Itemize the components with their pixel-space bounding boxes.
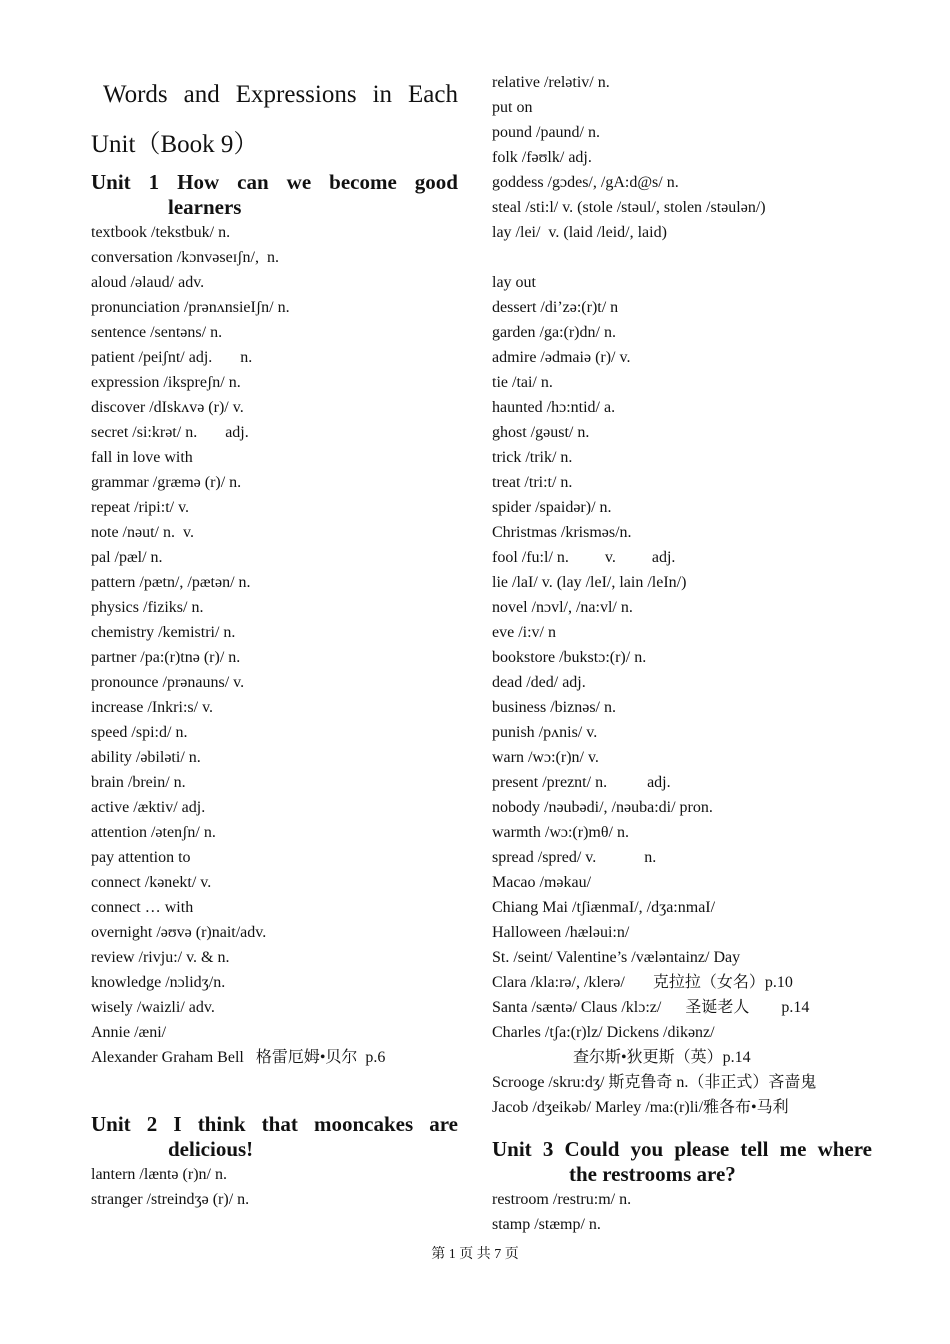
word-entry: haunted /hɔ:ntid/ a. <box>492 399 616 416</box>
word-entry: novel /nɔvl/, /na:vl/ n. <box>492 599 633 616</box>
word-entry: Macao /məkau/ <box>492 874 592 891</box>
word-entry: partner /pa:(r)tnə (r)/ n. <box>91 649 241 666</box>
word-entry: review /rivju:/ v. & n. <box>91 949 230 966</box>
word-entry: connect … with <box>91 899 194 916</box>
word-entry: pound /paund/ n. <box>492 124 600 141</box>
word-entry: relative /relətiv/ n. <box>492 74 610 91</box>
word-entry: put on <box>492 99 533 116</box>
word-entry: ability /əbiləti/ n. <box>91 749 201 766</box>
word-entry: sentence /sentəns/ n. <box>91 324 223 341</box>
word-entry: spider /spaidər)/ n. <box>492 499 612 516</box>
document-title-line1: Words and Expressions in Each <box>103 81 458 108</box>
word-entry: Chiang Mai /tʃiænmaI/, /dʒa:nmaI/ <box>492 899 716 916</box>
word-entry: Scrooge /skru:dʒ/ 斯克鲁奇 n.（非正式）吝啬鬼 <box>492 1074 817 1091</box>
word-entry: ghost /gəust/ n. <box>492 424 590 441</box>
word-entry: warn /wɔ:(r)n/ v. <box>492 749 599 766</box>
unit1-continued-word-list <box>492 70 872 1045</box>
unit2-heading-line1: Unit 2 I think that mooncakes are <box>91 1112 458 1136</box>
word-entry: attention /ətenʃn/ n. <box>91 824 216 841</box>
word-entry: stranger /streindʒə (r)/ n. <box>91 1191 250 1208</box>
unit3-heading <box>492 1137 872 1187</box>
word-entry: overnight /əʊvə (r)nait/adv. <box>91 924 267 941</box>
unit1-continued-word-list-tail <box>492 1070 872 1120</box>
word-entry: connect /kənekt/ v. <box>91 874 212 891</box>
word-entry: eve /i:v/ n <box>492 624 556 641</box>
word-entry: restroom /restru:m/ n. <box>492 1191 632 1208</box>
word-entry: physics /fiziks/ n. <box>91 599 204 616</box>
word-entry: grammar /græmə (r)/ n. <box>91 474 242 491</box>
word-entry-chinese-gloss: 查尔斯•狄更斯（英）p.14 <box>573 1049 751 1066</box>
word-entry: aloud /əlaud/ adv. <box>91 274 205 291</box>
right-column <box>492 70 872 1237</box>
word-entry: present /preznt/ n. adj. <box>492 774 671 791</box>
word-entry: dead /ded/ adj. <box>492 674 586 691</box>
word-entry: conversation /kɔnvəseɪʃn/, n. <box>91 249 279 266</box>
word-entry: Clara /kla:rə/, /klerə/ 克拉拉（女名）p.10 <box>492 974 793 991</box>
word-entry: pay attention to <box>91 849 191 866</box>
word-entry: knowledge /nɔlidʒ/n. <box>91 974 226 991</box>
word-entry: nobody /nəubədi/, /nəuba:di/ pron. <box>492 799 713 816</box>
word-entry: secret /si:krət/ n. adj. <box>91 424 249 441</box>
word-entry: Jacob /dʒeikəb/ Marley /ma:(r)li/雅各布•马利 <box>492 1099 789 1116</box>
word-entry: chemistry /kemistri/ n. <box>91 624 236 641</box>
word-entry: patient /peiʃnt/ adj. n. <box>91 349 253 366</box>
word-entry: fool /fu:l/ n. v. adj. <box>492 549 676 566</box>
word-entry: brain /brein/ n. <box>91 774 186 791</box>
unit1-heading-line2: learners <box>168 195 242 219</box>
word-entry: dessert /di’zə:(r)t/ n <box>492 299 619 316</box>
word-entry: St. /seint/ Valentine’s /væləntainz/ Day <box>492 949 741 966</box>
word-entry: textbook /tekstbuk/ n. <box>91 224 231 241</box>
word-entry: Annie /æni/ <box>91 1024 167 1041</box>
word-entry: trick /trik/ n. <box>492 449 573 466</box>
word-entry: stamp /stæmp/ n. <box>492 1216 601 1233</box>
word-entry: fall in love with <box>91 449 193 466</box>
word-entry: speed /spi:d/ n. <box>91 724 188 741</box>
unit3-heading-line2: the restrooms are? <box>569 1162 736 1186</box>
word-entry: admire /ədmaiə (r)/ v. <box>492 349 631 366</box>
word-entry: lie /laI/ v. (lay /leI/, lain /leIn/) <box>492 574 687 591</box>
unit1-word-list <box>91 220 458 1070</box>
word-entry: spread /spred/ v. n. <box>492 849 657 866</box>
word-entry: repeat /ripi:t/ v. <box>91 499 190 516</box>
word-entry: folk /fəʊlk/ adj. <box>492 149 592 166</box>
word-entry: pronounce /prənauns/ v. <box>91 674 245 691</box>
document-title-line2: Unit（Book 9） <box>91 131 259 158</box>
unit3-heading-line1: Unit 3 Could you please tell me where <box>492 1137 872 1161</box>
page-footer: 第 1 页 共 7 页 <box>431 1247 519 1262</box>
unit2-heading <box>91 1112 458 1162</box>
word-entry: expression /ikspreʃn/ n. <box>91 374 241 391</box>
word-entry: Charles /tʃa:(r)lz/ Dickens /dikənz/ <box>492 1024 715 1041</box>
word-entry: note /nəut/ n. v. <box>91 524 194 541</box>
word-entry: bookstore /bukstɔ:(r)/ n. <box>492 649 647 666</box>
word-entry: lantern /læntə (r)n/ n. <box>91 1166 227 1183</box>
unit1-heading <box>91 170 458 220</box>
word-entry: goddess /gɔdes/, /gA:d@s/ n. <box>492 174 679 191</box>
left-column <box>91 70 458 1212</box>
word-entry: punish /pʌnis/ v. <box>492 724 598 741</box>
word-entry: pattern /pætn/, /pætən/ n. <box>91 574 251 591</box>
word-entry: active /æktiv/ adj. <box>91 799 206 816</box>
blank-line <box>492 245 872 270</box>
word-entry: wisely /waizli/ adv. <box>91 999 215 1016</box>
word-entry: lay /lei/ v. (laid /leid/, laid) <box>492 224 667 241</box>
word-entry: pal /pæl/ n. <box>91 549 163 566</box>
word-entry: lay out <box>492 274 536 291</box>
unit1-heading-line1: Unit 1 How can we become good <box>91 170 458 194</box>
word-entry: business /biznəs/ n. <box>492 699 616 716</box>
unit2-word-list <box>91 1162 458 1212</box>
word-entry: steal /sti:l/ v. (stole /stəul/, stolen /stəulən/) <box>492 199 766 216</box>
word-entry: garden /ga:(r)dn/ n. <box>492 324 616 341</box>
word-entry: tie /tai/ n. <box>492 374 553 391</box>
word-entry: Halloween /hæləui:n/ <box>492 924 630 941</box>
unit2-heading-line2: delicious! <box>168 1137 254 1161</box>
word-entry: treat /tri:t/ n. <box>492 474 573 491</box>
word-entry: pronunciation /prənʌnsieIʃn/ n. <box>91 299 290 316</box>
unit3-word-list <box>492 1187 872 1237</box>
word-entry: warmth /wɔ:(r)mθ/ n. <box>492 824 629 841</box>
word-entry: Alexander Graham Bell 格雷厄姆•贝尔 p.6 <box>91 1049 386 1066</box>
word-entry: increase /Inkri:s/ v. <box>91 699 214 716</box>
word-entry: discover /dIskʌvə (r)/ v. <box>91 399 244 416</box>
word-entry: Santa /sæntə/ Claus /klɔ:z/ 圣诞老人 p.14 <box>492 999 810 1016</box>
word-entry: Christmas /krisməs/n. <box>492 524 632 541</box>
